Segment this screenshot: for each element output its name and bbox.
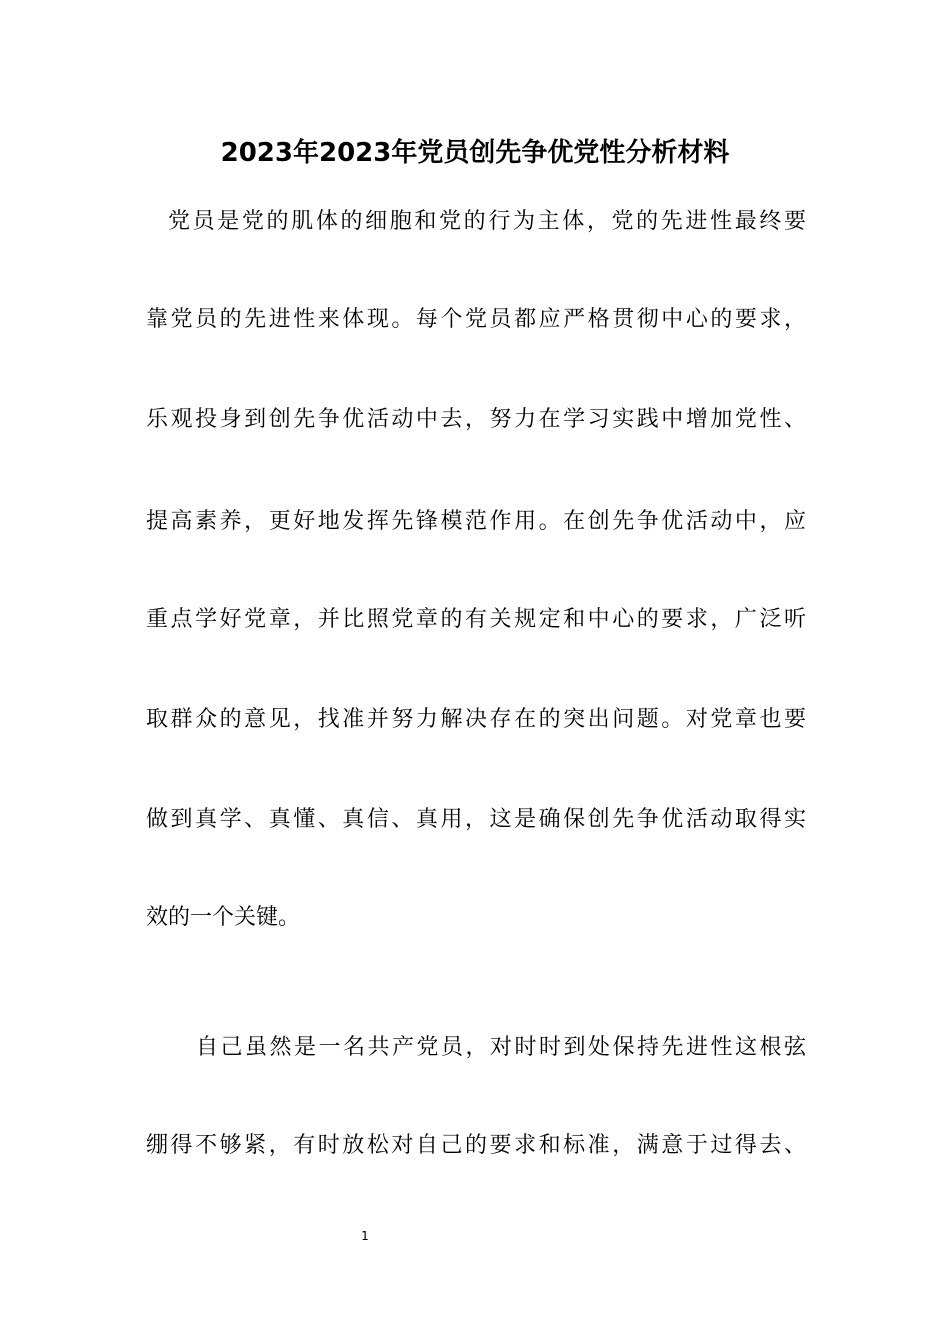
paragraph-1-line-8: 效的一个关键。 — [146, 905, 301, 930]
paragraph-1-line-5: 重点学好党章，并比照党章的有关规定和中心的要求，广泛听 — [146, 607, 806, 632]
paragraph-1-line-2: 靠党员的先进性来体现。每个党员都应严格贯彻中心的要求， — [146, 307, 806, 332]
paragraph-1-line-3: 乐观投身到创先争优活动中去，努力在学习实践中增加党性、 — [146, 407, 806, 432]
page-number: 1 — [361, 1229, 369, 1243]
paragraph-2-line-2: 绷得不够紧，有时放松对自己的要求和标准，满意于过得去、 — [146, 1133, 806, 1158]
paragraph-2-line-1: 自己虽然是一名共产党员，对时时到处保持先进性这根弦 — [196, 1035, 806, 1060]
paragraph-1-line-1: 党员是党的肌体的细胞和党的行为主体，党的先进性最终要 — [168, 209, 806, 234]
paragraph-1-line-6: 取群众的意见，找准并努力解决存在的突出问题。对党章也要 — [146, 707, 806, 732]
paragraph-1-line-7: 做到真学、真懂、真信、真用，这是确保创先争优活动取得实 — [146, 807, 806, 832]
document-title: 2023年2023年党员创先争优党性分析材料 — [220, 138, 730, 168]
paragraph-1-line-4: 提高素养，更好地发挥先锋模范作用。在创先争优活动中，应 — [146, 509, 806, 534]
